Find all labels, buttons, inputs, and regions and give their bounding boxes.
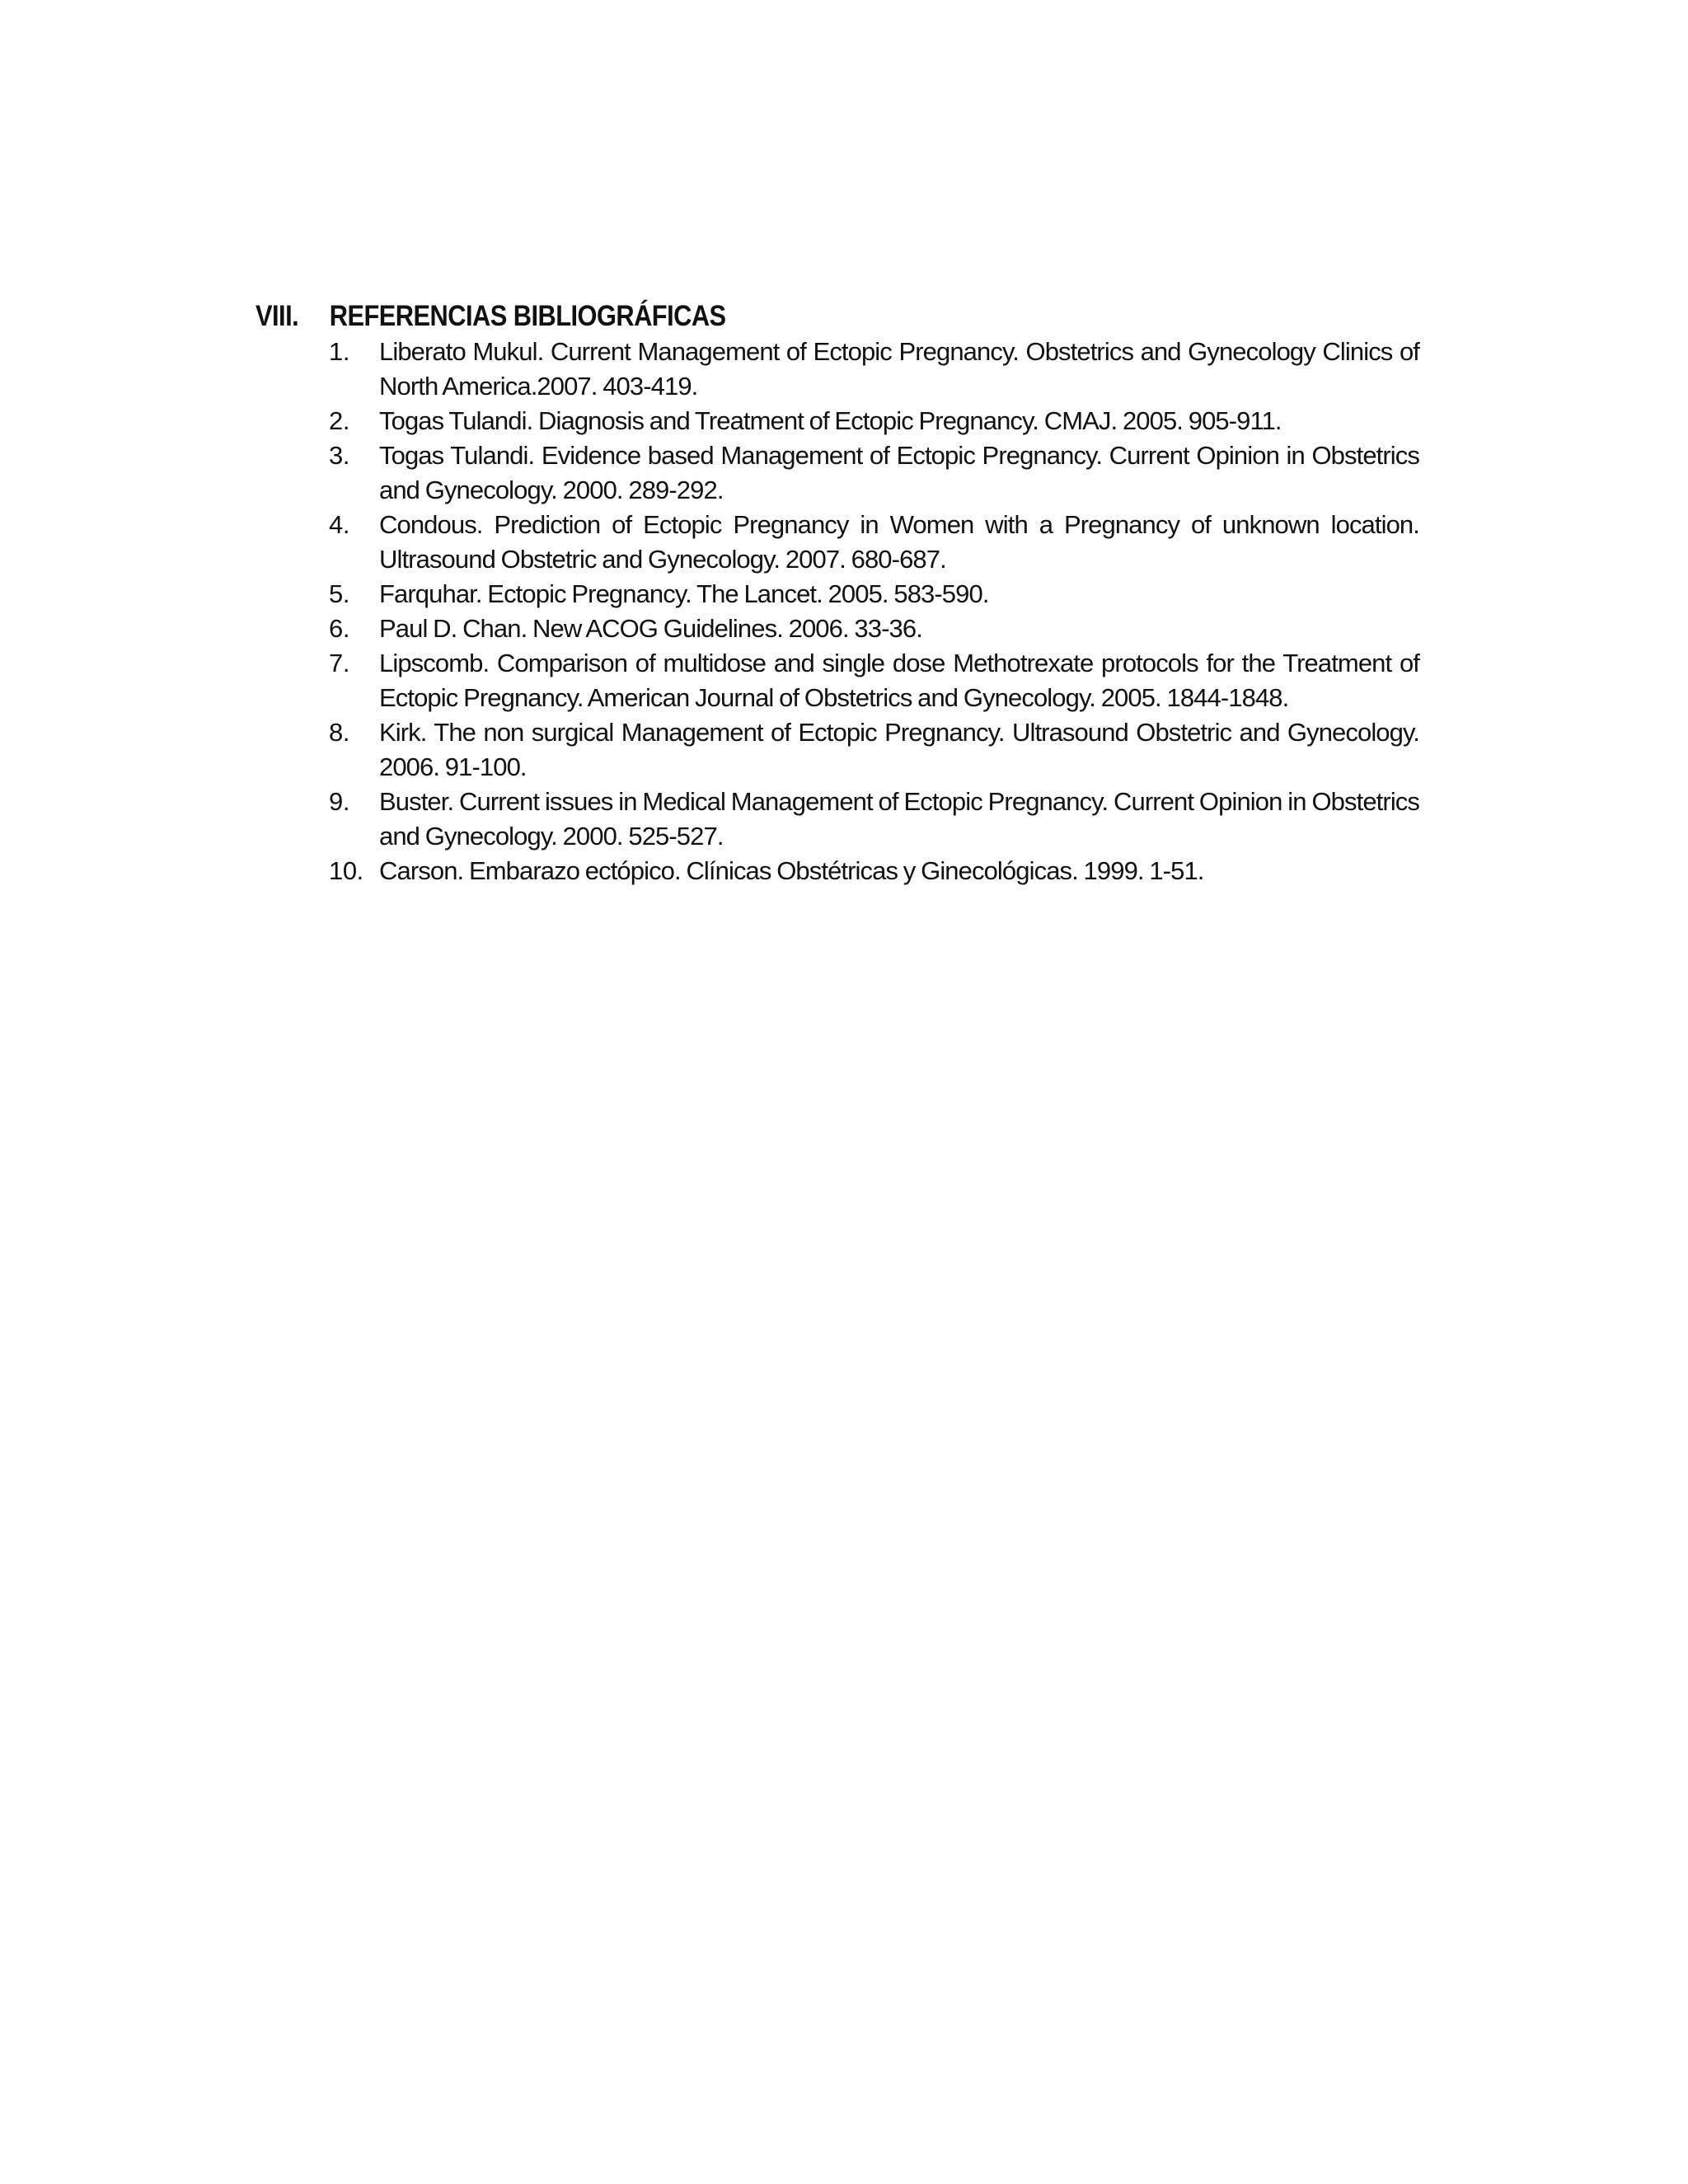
reference-item [329,854,1419,888]
reference-item [329,785,1419,854]
reference-number: 9. [329,787,350,816]
reference-list [329,335,1419,888]
reference-number: 6. [329,614,350,643]
reference-text: Kirk. The non surgical Management of Ectopic Pregnancy. Ultrasound Obstetric and Gynecology. 2006. 91-100. [379,718,1419,781]
references-section [256,298,1419,888]
reference-number: 8. [329,718,350,747]
reference-text: Togas Tulandi. Diagnosis and Treatment of Ectopic Pregnancy. CMAJ. 2005. 905-911. [379,406,1282,435]
section-number: VIII. [256,300,299,332]
reference-number: 3. [329,441,350,470]
reference-text: Lipscomb. Comparison of multidose and single dose Methotrexate protocols for the Treatment of Ectopic Pregnancy. American Journal of Obstetrics and Gynecology. 2005. 1844-1848. [379,649,1419,712]
reference-item [329,404,1419,438]
reference-number: 7. [329,649,350,677]
reference-number: 10. [329,856,363,885]
reference-number: 5. [329,579,350,608]
reference-text: Paul D. Chan. New ACOG Guidelines. 2006. 33-36. [379,614,922,643]
reference-number: 4. [329,510,350,539]
reference-text: Buster. Current issues in Medical Management of Ectopic Pregnancy. Current Opinion in Obstetrics and Gynecology. 2000. 525-527. [379,787,1419,851]
reference-text: Farquhar. Ectopic Pregnancy. The Lancet. 2005. 583-590. [379,579,989,608]
reference-text: Carson. Embarazo ectópico. Clínicas Obstétricas y Ginecológicas. 1999. 1-51. [379,856,1204,885]
reference-text: Liberato Mukul. Current Management of Ectopic Pregnancy. Obstetrics and Gynecology Clinics of North America.2007. 403-419. [379,337,1419,401]
section-heading [256,298,1419,335]
reference-item [329,335,1419,404]
reference-text: Togas Tulandi. Evidence based Management of Ectopic Pregnancy. Current Opinion in Obstetrics and Gynecology. 2000. 289-292. [379,441,1419,504]
reference-number: 1. [329,337,350,366]
reference-number: 2. [329,406,350,435]
reference-item [329,508,1419,577]
reference-item [329,612,1419,646]
reference-item [329,438,1419,508]
reference-item [329,646,1419,715]
reference-item [329,577,1419,612]
section-title: REFERENCIAS BIBLIOGRÁFICAS [329,300,726,332]
reference-item [329,715,1419,785]
reference-text: Condous. Prediction of Ectopic Pregnancy in Women with a Pregnancy of unknown location. Ultrasound Obstetric and Gynecology. 2007. 680-687. [379,510,1419,574]
